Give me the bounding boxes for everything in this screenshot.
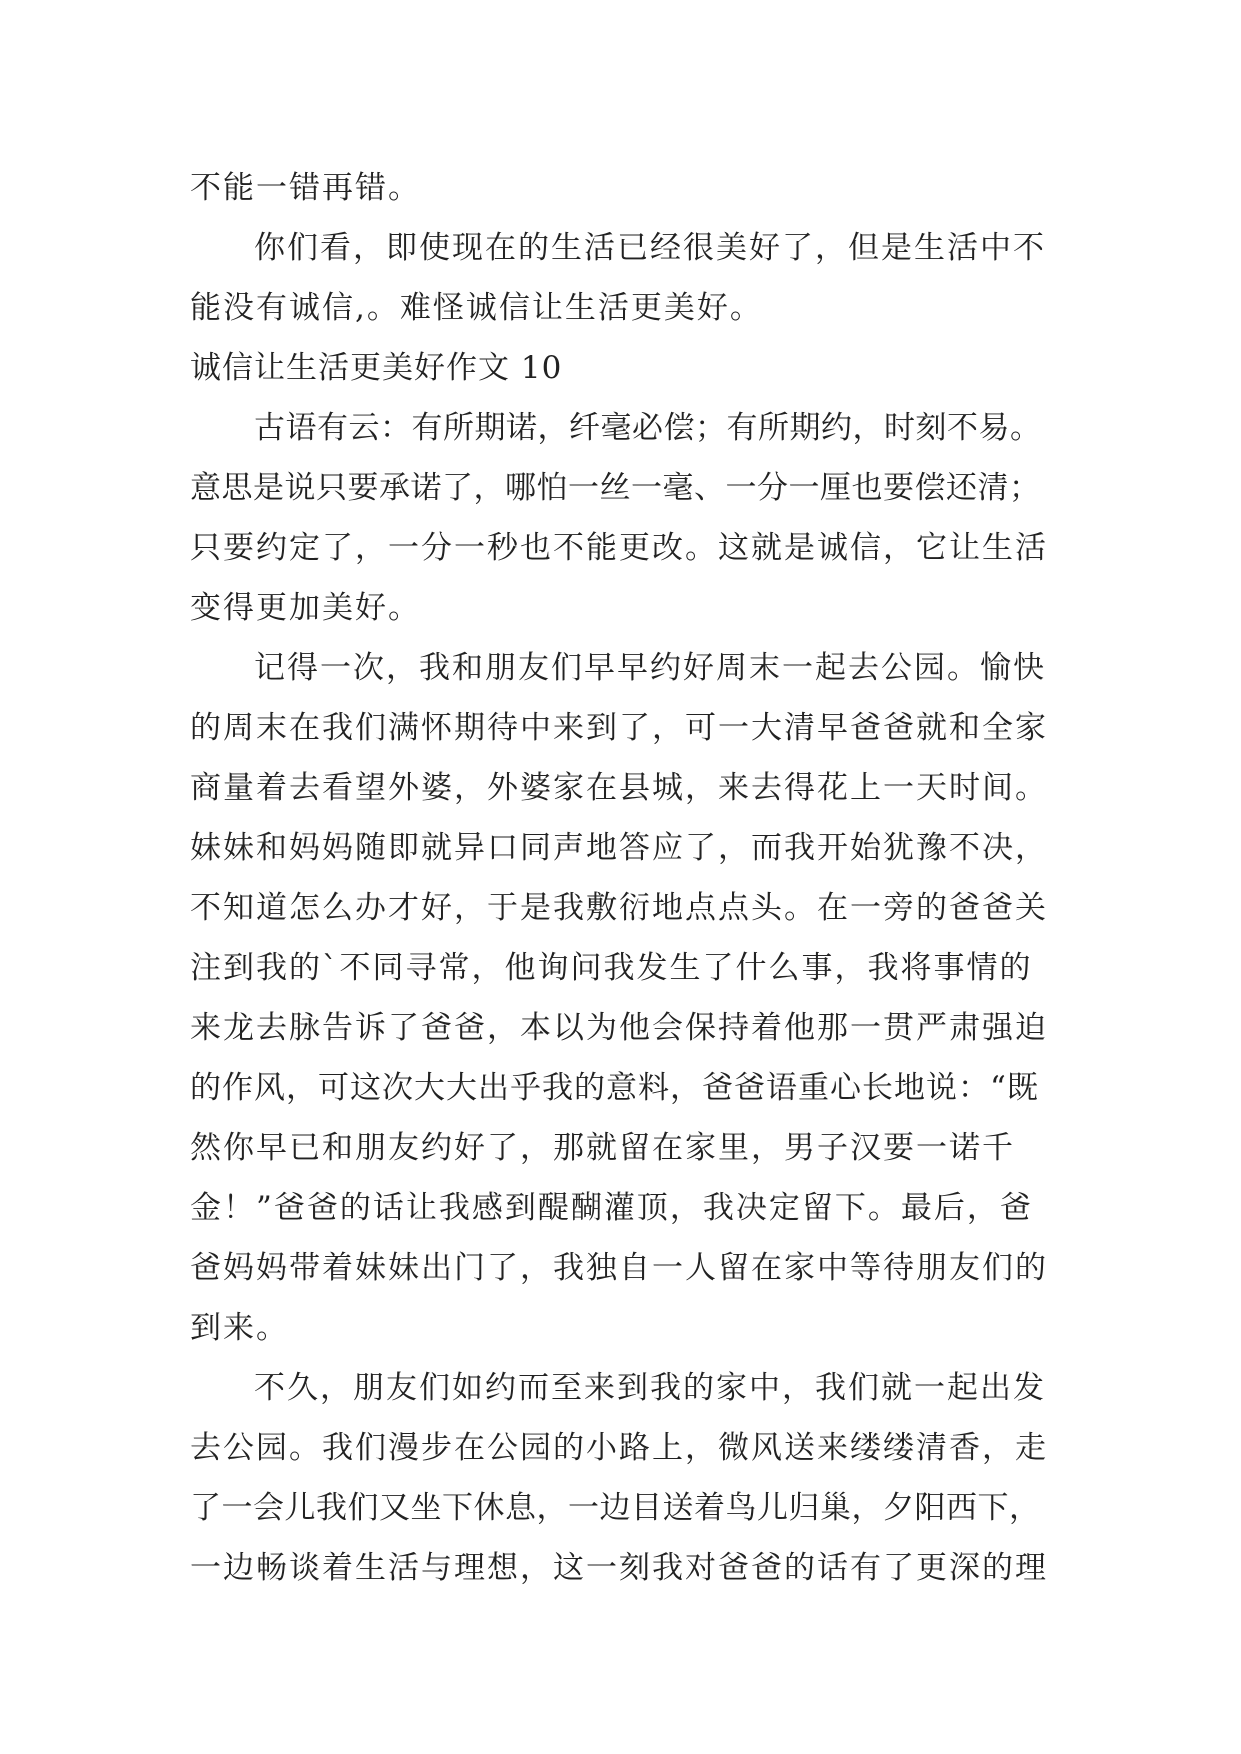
text-line: 到来。 [190,1310,289,1346]
text-line: 然你早已和朋友约好了，那就留在家里，男子汉要一诺千 [190,1130,1015,1166]
text-line: 去公园。我们漫步在公园的小路上，微风送来缕缕清香，走 [190,1430,1048,1466]
text-line: 变得更加美好。 [190,590,421,626]
essay-title: 诚信让生活更美好作文 10 [190,350,563,386]
text-line: 爸妈妈带着妹妹出门了，我独自一人留在家中等待朋友们的 [190,1250,1048,1286]
text-line: 意思是说只要承诺了，哪怕一丝一毫、一分一厘也要偿还清； [190,470,1041,506]
text-line: 不久，朋友们如约而至来到我的家中，我们就一起出发 [254,1370,1046,1406]
text-line: 了一会儿我们又坐下休息，一边目送着鸟儿归巢，夕阳西下， [190,1490,1041,1526]
text-line: 的周末在我们满怀期待中来到了，可一大清早爸爸就和全家 [190,710,1048,746]
text-line: 你们看，即使现在的生活已经很美好了，但是生活中不 [254,230,1046,266]
text-line: 来龙去脉告诉了爸爸，本以为他会保持着他那一贯严肃强迫 [190,1010,1048,1046]
text-line: 不能一错再错。 [190,170,421,206]
text-line: 一边畅谈着生活与理想，这一刻我对爸爸的话有了更深的理 [190,1550,1048,1586]
text-line: 古语有云：有所期诺，纤毫必偿；有所期约，时刻不易。 [254,410,1042,446]
text-line: 商量着去看望外婆，外婆家在县城，来去得花上一天时间。 [190,770,1048,806]
text-line: 能没有诚信,。难怪诚信让生活更美好。 [190,290,763,326]
text-line: 只要约定了，一分一秒也不能更改。这就是诚信，它让生活 [190,530,1048,566]
essay-body [190,158,1050,1598]
text-line: 金！”爸爸的话让我感到醍醐灌顶，我决定留下。最后，爸 [190,1190,1033,1226]
text-line: 的作风，可这次大大出乎我的意料，爸爸语重心长地说：“既 [190,1070,1039,1106]
text-line: 注到我的`不同寻常，他询问我发生了什么事，我将事情的 [190,950,1033,986]
text-line: 妹妹和妈妈随即就异口同声地答应了，而我开始犹豫不决， [190,830,1048,866]
text-line: 不知道怎么办才好，于是我敷衍地点点头。在一旁的爸爸关 [190,890,1048,926]
text-line: 记得一次，我和朋友们早早约好周末一起去公园。愉快 [254,650,1046,686]
